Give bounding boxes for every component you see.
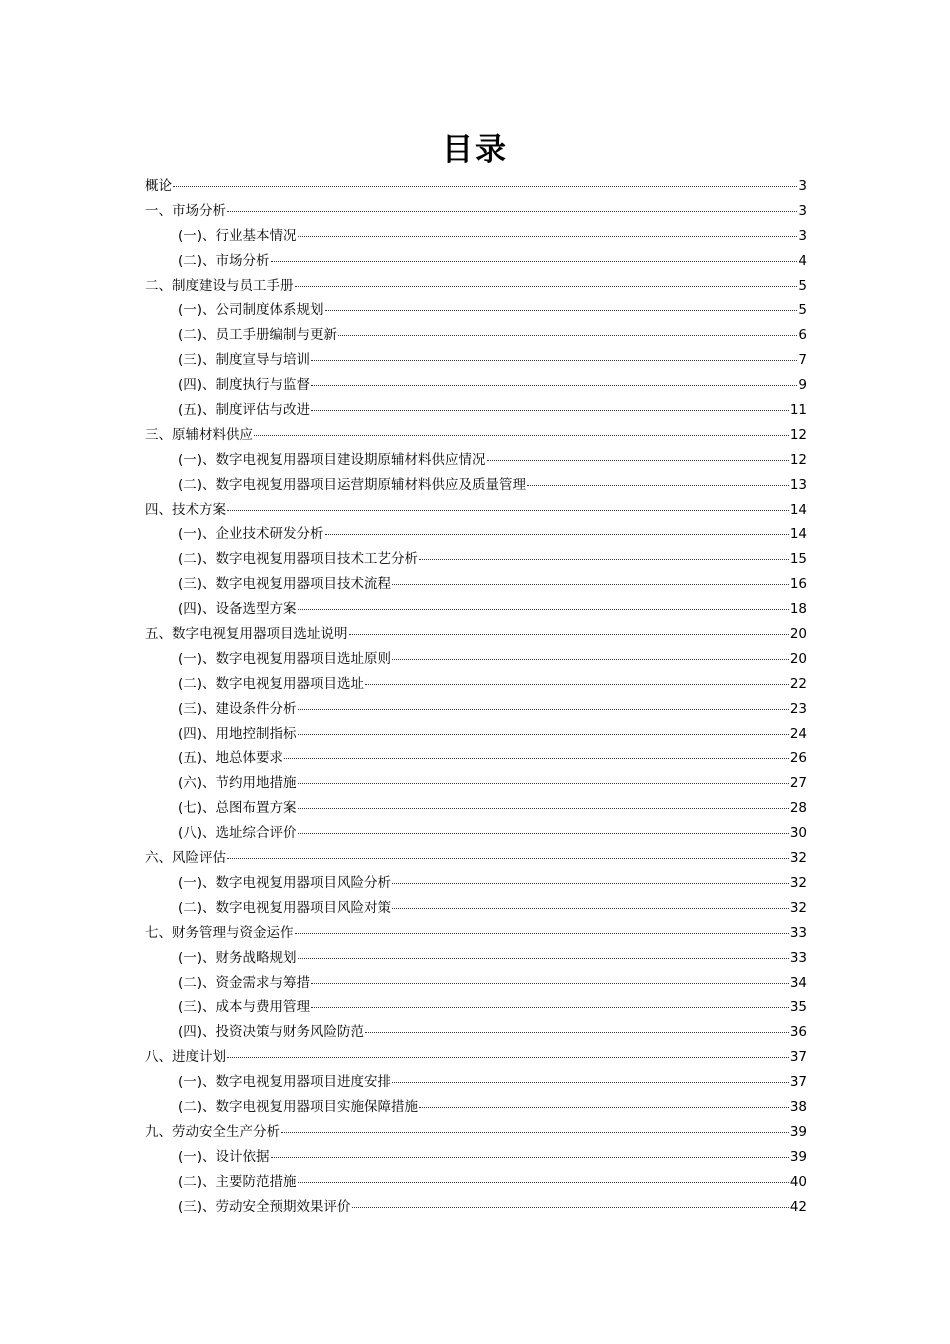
toc-entry-label: 六、风险评估 xyxy=(145,850,226,867)
dot-leader xyxy=(365,1032,789,1033)
toc-entry[interactable] xyxy=(145,1120,807,1145)
toc-entry-page-number: 42 xyxy=(789,1198,807,1215)
dot-leader xyxy=(173,186,797,187)
toc-entry-label: (五)、地总体要求 xyxy=(178,750,284,767)
toc-entry-page-number: 32 xyxy=(789,874,807,891)
toc-entry-label: (一)、企业技术研发分析 xyxy=(178,526,324,543)
dot-leader xyxy=(325,310,798,311)
toc-entry-page-number: 20 xyxy=(789,626,807,643)
toc-entry-page-number: 27 xyxy=(789,775,807,792)
toc-entry-label: 八、进度计划 xyxy=(145,1049,226,1066)
toc-entry[interactable] xyxy=(145,448,807,473)
toc-entry-label: (一)、数字电视复用器项目进度安排 xyxy=(178,1074,392,1091)
toc-entry-page-number: 32 xyxy=(789,899,807,916)
toc-entry[interactable] xyxy=(145,672,807,697)
toc-entry-label: (一)、行业基本情况 xyxy=(178,227,297,244)
toc-entry-label: 九、劳动安全生产分析 xyxy=(145,1123,280,1140)
toc-entry[interactable] xyxy=(145,1095,807,1120)
dot-leader xyxy=(298,734,789,735)
toc-entry-label: (四)、投资决策与财务风险防范 xyxy=(178,1024,365,1041)
toc-entry-label: (一)、数字电视复用器项目选址原则 xyxy=(178,650,392,667)
toc-entry-label: (四)、制度执行与监督 xyxy=(178,377,311,394)
toc-entry-label: (二)、数字电视复用器项目风险对策 xyxy=(178,899,392,916)
toc-entry[interactable] xyxy=(145,647,807,672)
dot-leader xyxy=(284,758,789,759)
dot-leader xyxy=(227,858,789,859)
toc-entry[interactable] xyxy=(145,224,807,249)
dot-leader xyxy=(311,360,797,361)
dot-leader xyxy=(295,286,798,287)
toc-entry[interactable] xyxy=(145,423,807,448)
toc-entry[interactable] xyxy=(145,298,807,323)
dot-leader xyxy=(338,335,797,336)
dot-leader xyxy=(365,684,789,685)
toc-entry[interactable] xyxy=(145,622,807,647)
dot-leader xyxy=(352,1207,789,1208)
dot-leader xyxy=(298,1182,789,1183)
toc-entry-page-number: 3 xyxy=(798,227,807,244)
dot-leader xyxy=(254,435,789,436)
dot-leader xyxy=(311,410,789,411)
toc-entry[interactable] xyxy=(145,522,807,547)
toc-entry-page-number: 15 xyxy=(789,551,807,568)
toc-entry-page-number: 4 xyxy=(798,252,807,269)
toc-entry-label: (二)、数字电视复用器项目技术工艺分析 xyxy=(178,551,419,568)
toc-entry-page-number: 6 xyxy=(798,327,807,344)
dot-leader xyxy=(227,211,797,212)
toc-entry-page-number: 40 xyxy=(789,1173,807,1190)
toc-entry-label: (三)、制度宣导与培训 xyxy=(178,352,311,369)
dot-leader xyxy=(227,510,789,511)
toc-entry-label: 一、市场分析 xyxy=(145,202,226,219)
toc-entry-page-number: 12 xyxy=(789,451,807,468)
toc-entry-label: (一)、财务战略规划 xyxy=(178,949,297,966)
dot-leader xyxy=(325,534,789,535)
toc-entry[interactable] xyxy=(145,572,807,597)
toc-entry-page-number: 3 xyxy=(798,202,807,219)
toc-entry[interactable] xyxy=(145,697,807,722)
toc-entry-label: (二)、数字电视复用器项目实施保障措施 xyxy=(178,1098,419,1115)
toc-entry[interactable] xyxy=(145,1045,807,1070)
toc-entry[interactable] xyxy=(145,1020,807,1045)
toc-entry-page-number: 7 xyxy=(798,352,807,369)
dot-leader xyxy=(311,385,797,386)
toc-entry-page-number: 30 xyxy=(789,825,807,842)
toc-entry-label: (一)、公司制度体系规划 xyxy=(178,302,324,319)
toc-entry-label: 四、技术方案 xyxy=(145,501,226,518)
toc-entry-page-number: 14 xyxy=(789,501,807,518)
toc-entry-page-number: 33 xyxy=(789,924,807,941)
toc-entry[interactable] xyxy=(145,846,807,871)
dot-leader xyxy=(298,808,789,809)
dot-leader xyxy=(527,485,789,486)
toc-entry-page-number: 26 xyxy=(789,750,807,767)
dot-leader xyxy=(349,634,789,635)
toc-entry-label: (四)、用地控制指标 xyxy=(178,725,297,742)
toc-entry-page-number: 22 xyxy=(789,675,807,692)
toc-entry[interactable] xyxy=(145,249,807,274)
toc-entry[interactable] xyxy=(145,1170,807,1195)
toc-entry-label: (四)、设备选型方案 xyxy=(178,601,297,618)
toc-entry-page-number: 37 xyxy=(789,1074,807,1091)
toc-entry-page-number: 34 xyxy=(789,974,807,991)
dot-leader xyxy=(281,1132,789,1133)
toc-title: 目录 xyxy=(442,132,508,168)
toc-entry[interactable] xyxy=(145,995,807,1020)
toc-entry-page-number: 32 xyxy=(789,850,807,867)
toc-entry-page-number: 37 xyxy=(789,1049,807,1066)
toc-entry[interactable] xyxy=(145,274,807,299)
toc-entry[interactable] xyxy=(145,597,807,622)
toc-entry-label: 三、原辅材料供应 xyxy=(145,426,253,443)
toc-entry-label: (二)、数字电视复用器项目运营期原辅材料供应及质量管理 xyxy=(178,476,527,493)
toc-entry[interactable] xyxy=(145,771,807,796)
toc-entry[interactable] xyxy=(145,174,807,199)
toc-entry[interactable] xyxy=(145,1145,807,1170)
toc-entry-page-number: 5 xyxy=(798,277,807,294)
toc-entry-label: (三)、劳动安全预期效果评价 xyxy=(178,1198,351,1215)
toc-entry-label: (二)、资金需求与筹措 xyxy=(178,974,311,991)
toc-entry[interactable] xyxy=(145,896,807,921)
toc-entry[interactable] xyxy=(145,1070,807,1095)
dot-leader xyxy=(298,609,789,610)
toc-entry-page-number: 20 xyxy=(789,650,807,667)
toc-entry-page-number: 16 xyxy=(789,576,807,593)
toc-entry-label: (三)、建设条件分析 xyxy=(178,700,297,717)
toc-entry-label: (一)、数字电视复用器项目风险分析 xyxy=(178,874,392,891)
dot-leader xyxy=(227,1057,789,1058)
dot-leader xyxy=(419,1107,789,1108)
dot-leader xyxy=(298,958,789,959)
toc-entry-label: (三)、成本与费用管理 xyxy=(178,999,311,1016)
dot-leader xyxy=(311,983,789,984)
toc-entry-label: (一)、数字电视复用器项目建设期原辅材料供应情况 xyxy=(178,451,486,468)
dot-leader xyxy=(392,584,789,585)
toc-entry-page-number: 28 xyxy=(789,800,807,817)
dot-leader xyxy=(392,883,789,884)
dot-leader xyxy=(487,460,789,461)
toc-entry-page-number: 18 xyxy=(789,601,807,618)
dot-leader xyxy=(295,933,789,934)
toc-entry-label: (七)、总图布置方案 xyxy=(178,800,297,817)
toc-entry-page-number: 14 xyxy=(789,526,807,543)
toc-entry-page-number: 35 xyxy=(789,999,807,1016)
toc-list xyxy=(145,174,807,1219)
dot-leader xyxy=(311,1007,789,1008)
toc-entry[interactable] xyxy=(145,722,807,747)
toc-entry-label: (二)、市场分析 xyxy=(178,252,270,269)
dot-leader xyxy=(298,833,789,834)
toc-entry[interactable] xyxy=(145,971,807,996)
dot-leader xyxy=(419,559,789,560)
toc-entry[interactable] xyxy=(145,373,807,398)
toc-entry[interactable] xyxy=(145,746,807,771)
dot-leader xyxy=(271,1157,789,1158)
toc-entry-page-number: 39 xyxy=(789,1148,807,1165)
toc-entry-page-number: 23 xyxy=(789,700,807,717)
toc-entry[interactable] xyxy=(145,946,807,971)
toc-entry-page-number: 38 xyxy=(789,1098,807,1115)
toc-entry-page-number: 36 xyxy=(789,1024,807,1041)
toc-entry-label: (六)、节约用地措施 xyxy=(178,775,297,792)
toc-entry-label: (八)、选址综合评价 xyxy=(178,825,297,842)
toc-entry[interactable] xyxy=(145,323,807,348)
dot-leader xyxy=(298,709,789,710)
toc-entry-page-number: 33 xyxy=(789,949,807,966)
dot-leader xyxy=(298,783,789,784)
toc-entry-page-number: 39 xyxy=(789,1123,807,1140)
toc-entry-label: 五、数字电视复用器项目选址说明 xyxy=(145,626,348,643)
toc-entry-label: (三)、数字电视复用器项目技术流程 xyxy=(178,576,392,593)
toc-entry-page-number: 12 xyxy=(789,426,807,443)
toc-entry-page-number: 5 xyxy=(798,302,807,319)
toc-entry-label: 二、制度建设与员工手册 xyxy=(145,277,294,294)
toc-entry-label: 概论 xyxy=(145,178,172,194)
toc-entry[interactable] xyxy=(145,547,807,572)
toc-entry-label: (一)、设计依据 xyxy=(178,1148,270,1165)
dot-leader xyxy=(271,261,798,262)
dot-leader xyxy=(392,659,789,660)
toc-entry[interactable] xyxy=(145,498,807,523)
toc-entry-page-number: 3 xyxy=(798,178,807,194)
toc-entry-label: (二)、主要防范措施 xyxy=(178,1173,297,1190)
dot-leader xyxy=(298,236,798,237)
toc-entry[interactable] xyxy=(145,871,807,896)
dot-leader xyxy=(392,908,789,909)
toc-entry-page-number: 13 xyxy=(789,476,807,493)
toc-entry-label: (二)、员工手册编制与更新 xyxy=(178,327,338,344)
toc-entry[interactable] xyxy=(145,821,807,846)
toc-entry[interactable] xyxy=(145,473,807,498)
toc-entry-label: 七、财务管理与资金运作 xyxy=(145,924,294,941)
toc-entry[interactable] xyxy=(145,199,807,224)
toc-entry[interactable] xyxy=(145,398,807,423)
toc-entry-label: (二)、数字电视复用器项目选址 xyxy=(178,675,365,692)
toc-entry[interactable] xyxy=(145,921,807,946)
dot-leader xyxy=(392,1082,789,1083)
toc-entry-label: (五)、制度评估与改进 xyxy=(178,402,311,419)
toc-entry[interactable] xyxy=(145,1195,807,1220)
toc-entry[interactable] xyxy=(145,796,807,821)
toc-entry-page-number: 9 xyxy=(798,377,807,394)
toc-entry-page-number: 11 xyxy=(789,402,807,419)
toc-entry-page-number: 24 xyxy=(789,725,807,742)
toc-entry[interactable] xyxy=(145,348,807,373)
